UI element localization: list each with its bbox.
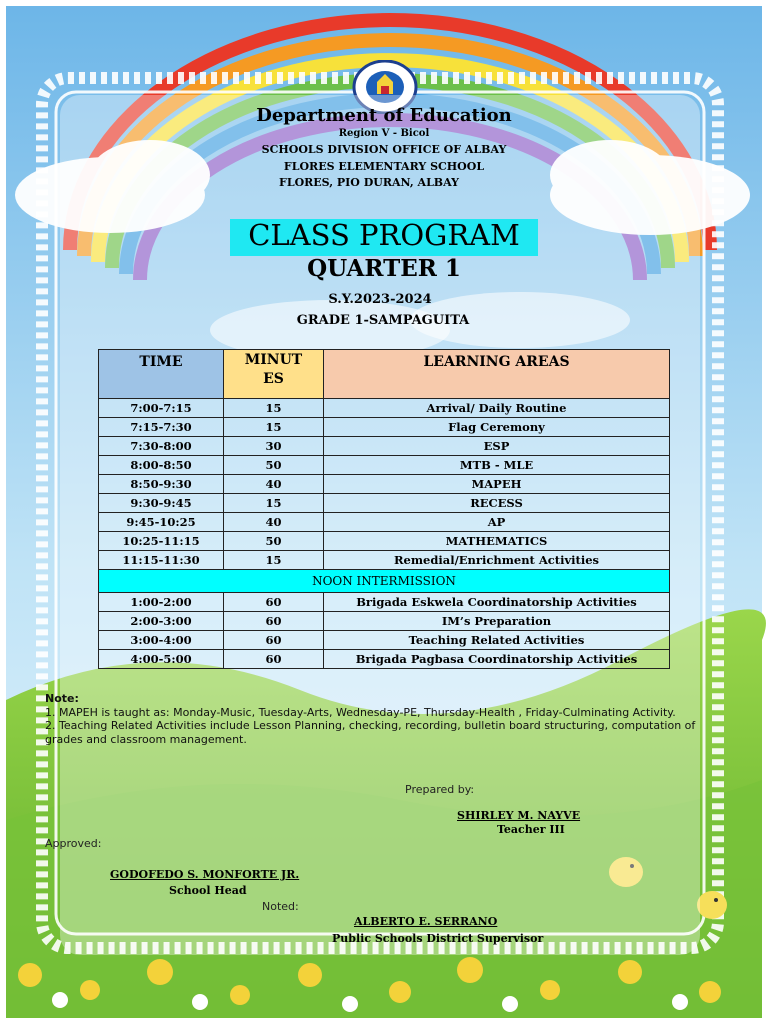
time-cell: 7:00-7:15 xyxy=(99,399,224,418)
minutes-cell: 60 xyxy=(224,593,324,612)
intermission-label: NOON INTERMISSION xyxy=(99,570,670,593)
learning-area-cell: Teaching Related Activities xyxy=(324,631,670,650)
time-cell: 2:00-3:00 xyxy=(99,612,224,631)
note-line-2: 2. Teaching Related Activities include Lesson Planning, checking, recording, bulletin board structuring, computation of grades and classroom management. xyxy=(45,719,696,746)
prepared-by-title: Teacher III xyxy=(497,823,565,836)
intermission-row xyxy=(99,570,670,593)
learning-area-cell: Brigada Pagbasa Coordinatorship Activities xyxy=(324,650,670,669)
learning-area-cell: IM’s Preparation xyxy=(324,612,670,631)
table-row xyxy=(99,650,670,669)
table-row xyxy=(99,612,670,631)
learning-area-cell: MATHEMATICS xyxy=(324,532,670,551)
table-row xyxy=(99,551,670,570)
region-text: Region V - Bicol xyxy=(338,128,430,139)
minutes-cell: 40 xyxy=(224,475,324,494)
prepared-by-name: SHIRLEY M. NAYVE xyxy=(457,809,581,822)
learning-area-cell: Remedial/Enrichment Activities xyxy=(324,551,670,570)
minutes-cell: 60 xyxy=(224,612,324,631)
time-cell: 1:00-2:00 xyxy=(99,593,224,612)
minutes-cell: 50 xyxy=(224,456,324,475)
minutes-cell: 15 xyxy=(224,418,324,437)
learning-area-cell: RECESS xyxy=(324,494,670,513)
page-title: CLASS PROGRAM xyxy=(248,218,520,252)
table-header-row xyxy=(99,350,670,399)
learning-area-cell: AP xyxy=(324,513,670,532)
class-program-table xyxy=(98,349,670,669)
note-line-1: 1. MAPEH is taught as: Monday-Music, Tuesday-Arts, Wednesday-PE, Thursday-Health , Friday-Culminating Activity. xyxy=(45,705,676,719)
time-cell: 3:00-4:00 xyxy=(99,631,224,650)
minutes-cell: 60 xyxy=(224,650,324,669)
noted-by-title: Public Schools District Supervisor xyxy=(332,932,544,945)
prepared-by-label: Prepared by: xyxy=(405,783,475,796)
time-cell: 10:25-11:15 xyxy=(99,532,224,551)
time-cell: 11:15-11:30 xyxy=(99,551,224,570)
time-cell: 8:50-9:30 xyxy=(99,475,224,494)
quarter-heading: QUARTER 1 xyxy=(307,255,461,282)
time-cell: 9:30-9:45 xyxy=(99,494,224,513)
school-year-text: S.Y.2023-2024 xyxy=(328,292,432,307)
table-row xyxy=(99,418,670,437)
table-row xyxy=(99,456,670,475)
minutes-cell: 30 xyxy=(224,437,324,456)
department-heading: Department of Education xyxy=(256,105,512,126)
approved-label: Approved: xyxy=(45,837,102,850)
minutes-column-header: MINUT ES xyxy=(224,350,324,399)
table-row xyxy=(99,475,670,494)
minutes-cell: 15 xyxy=(224,494,324,513)
noted-label: Noted: xyxy=(262,900,299,913)
time-cell: 4:00-5:00 xyxy=(99,650,224,669)
school-name-text: FLORES ELEMENTARY SCHOOL xyxy=(283,160,485,173)
learning-area-cell: Arrival/ Daily Routine xyxy=(324,399,670,418)
table-row xyxy=(99,399,670,418)
table-row xyxy=(99,593,670,612)
division-text: SCHOOLS DIVISION OFFICE OF ALBAY xyxy=(261,143,507,156)
noted-by-name: ALBERTO E. SERRANO xyxy=(354,915,498,928)
approved-by-title: School Head xyxy=(169,884,247,897)
minutes-cell: 40 xyxy=(224,513,324,532)
learning-area-cell: MTB - MLE xyxy=(324,456,670,475)
minutes-cell: 15 xyxy=(224,399,324,418)
grade-section-text: GRADE 1-SAMPAGUITA xyxy=(296,313,470,328)
notes-section xyxy=(45,692,725,746)
time-cell: 8:00-8:50 xyxy=(99,456,224,475)
table-row xyxy=(99,631,670,650)
learning-areas-column-header: LEARNING AREAS xyxy=(324,350,670,399)
table-row xyxy=(99,437,670,456)
time-cell: 7:30-8:00 xyxy=(99,437,224,456)
approved-by-name: GODOFEDO S. MONFORTE JR. xyxy=(110,868,300,881)
learning-area-cell: ESP xyxy=(324,437,670,456)
time-cell: 9:45-10:25 xyxy=(99,513,224,532)
table-row xyxy=(99,532,670,551)
notes-label: Note: xyxy=(45,692,79,705)
school-address-text: FLORES, PIO DURAN, ALBAY xyxy=(279,176,459,189)
table-row xyxy=(99,513,670,532)
learning-area-cell: Brigada Eskwela Coordinatorship Activities xyxy=(324,593,670,612)
time-cell: 7:15-7:30 xyxy=(99,418,224,437)
minutes-cell: 15 xyxy=(224,551,324,570)
table-row xyxy=(99,494,670,513)
minutes-cell: 50 xyxy=(224,532,324,551)
learning-area-cell: Flag Ceremony xyxy=(324,418,670,437)
time-column-header: TIME xyxy=(99,350,224,399)
minutes-cell: 60 xyxy=(224,631,324,650)
learning-area-cell: MAPEH xyxy=(324,475,670,494)
